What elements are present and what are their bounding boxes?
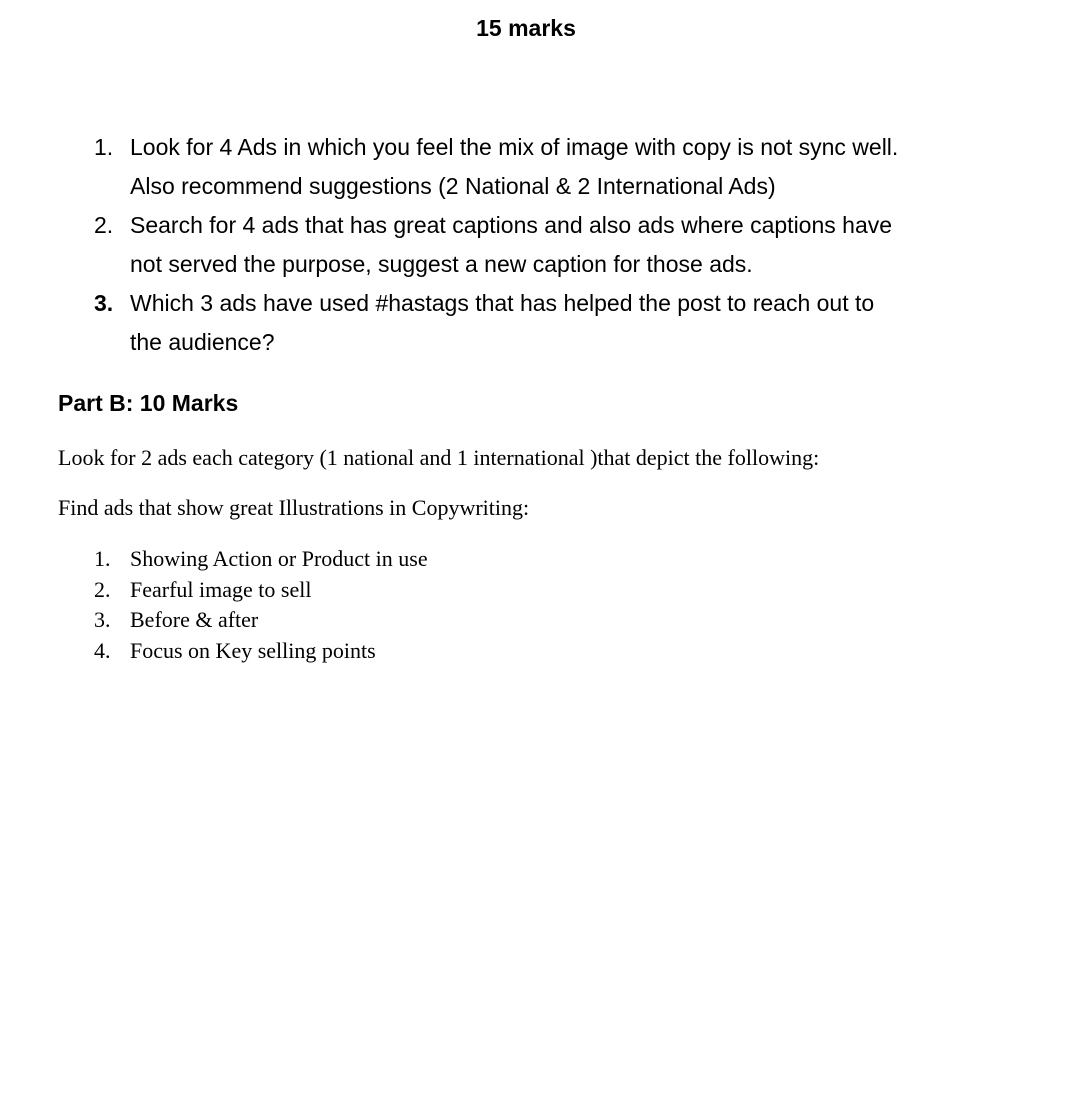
item-text <box>130 206 1054 284</box>
part-a-question-list <box>94 128 1054 362</box>
item-text: Showing Action or Product in use <box>130 546 428 571</box>
item-text-line: not served the purpose, suggest a new caption for those ads. <box>130 251 753 277</box>
list-item <box>94 605 428 636</box>
item-text-line: Which 3 ads have used #hastags that has helped the post to reach out to <box>130 290 875 316</box>
list-item <box>94 544 428 575</box>
list-item <box>94 284 1054 362</box>
list-item <box>94 206 1054 284</box>
item-number: 2. <box>94 576 111 602</box>
item-number: 2. <box>94 212 114 238</box>
part-b-subintro: Find ads that show great Illustrations in Copywriting: <box>58 495 530 520</box>
item-text-line: Search for 4 ads that has great captions and also ads where captions have <box>130 212 893 238</box>
list-item <box>94 636 428 667</box>
item-number: 1. <box>94 546 111 571</box>
item-text-line: Also recommend suggestions (2 National & 2 International Ads) <box>130 173 776 199</box>
item-number: 1. <box>94 134 114 160</box>
item-text: Fearful image to sell <box>130 576 312 602</box>
item-text: Before & after <box>130 607 259 633</box>
item-text <box>130 128 1054 206</box>
item-number: 3. <box>94 607 111 633</box>
item-text <box>130 284 1054 362</box>
item-number: 4. <box>94 638 111 664</box>
item-text: Focus on Key selling points <box>130 638 376 664</box>
list-item <box>94 128 1054 206</box>
item-text-line: the audience? <box>130 329 275 355</box>
item-number: 3. <box>94 290 114 316</box>
part-b-heading: Part B: 10 Marks <box>58 390 239 416</box>
item-text-line: Look for 4 Ads in which you feel the mix of image with copy is not sync well. <box>130 134 899 160</box>
part-b-item-list <box>94 544 428 667</box>
marks-heading: 15 marks <box>476 15 576 41</box>
part-b-intro: Look for 2 ads each category (1 national and 1 international )that depict the following: <box>58 445 820 470</box>
list-item <box>94 575 428 606</box>
